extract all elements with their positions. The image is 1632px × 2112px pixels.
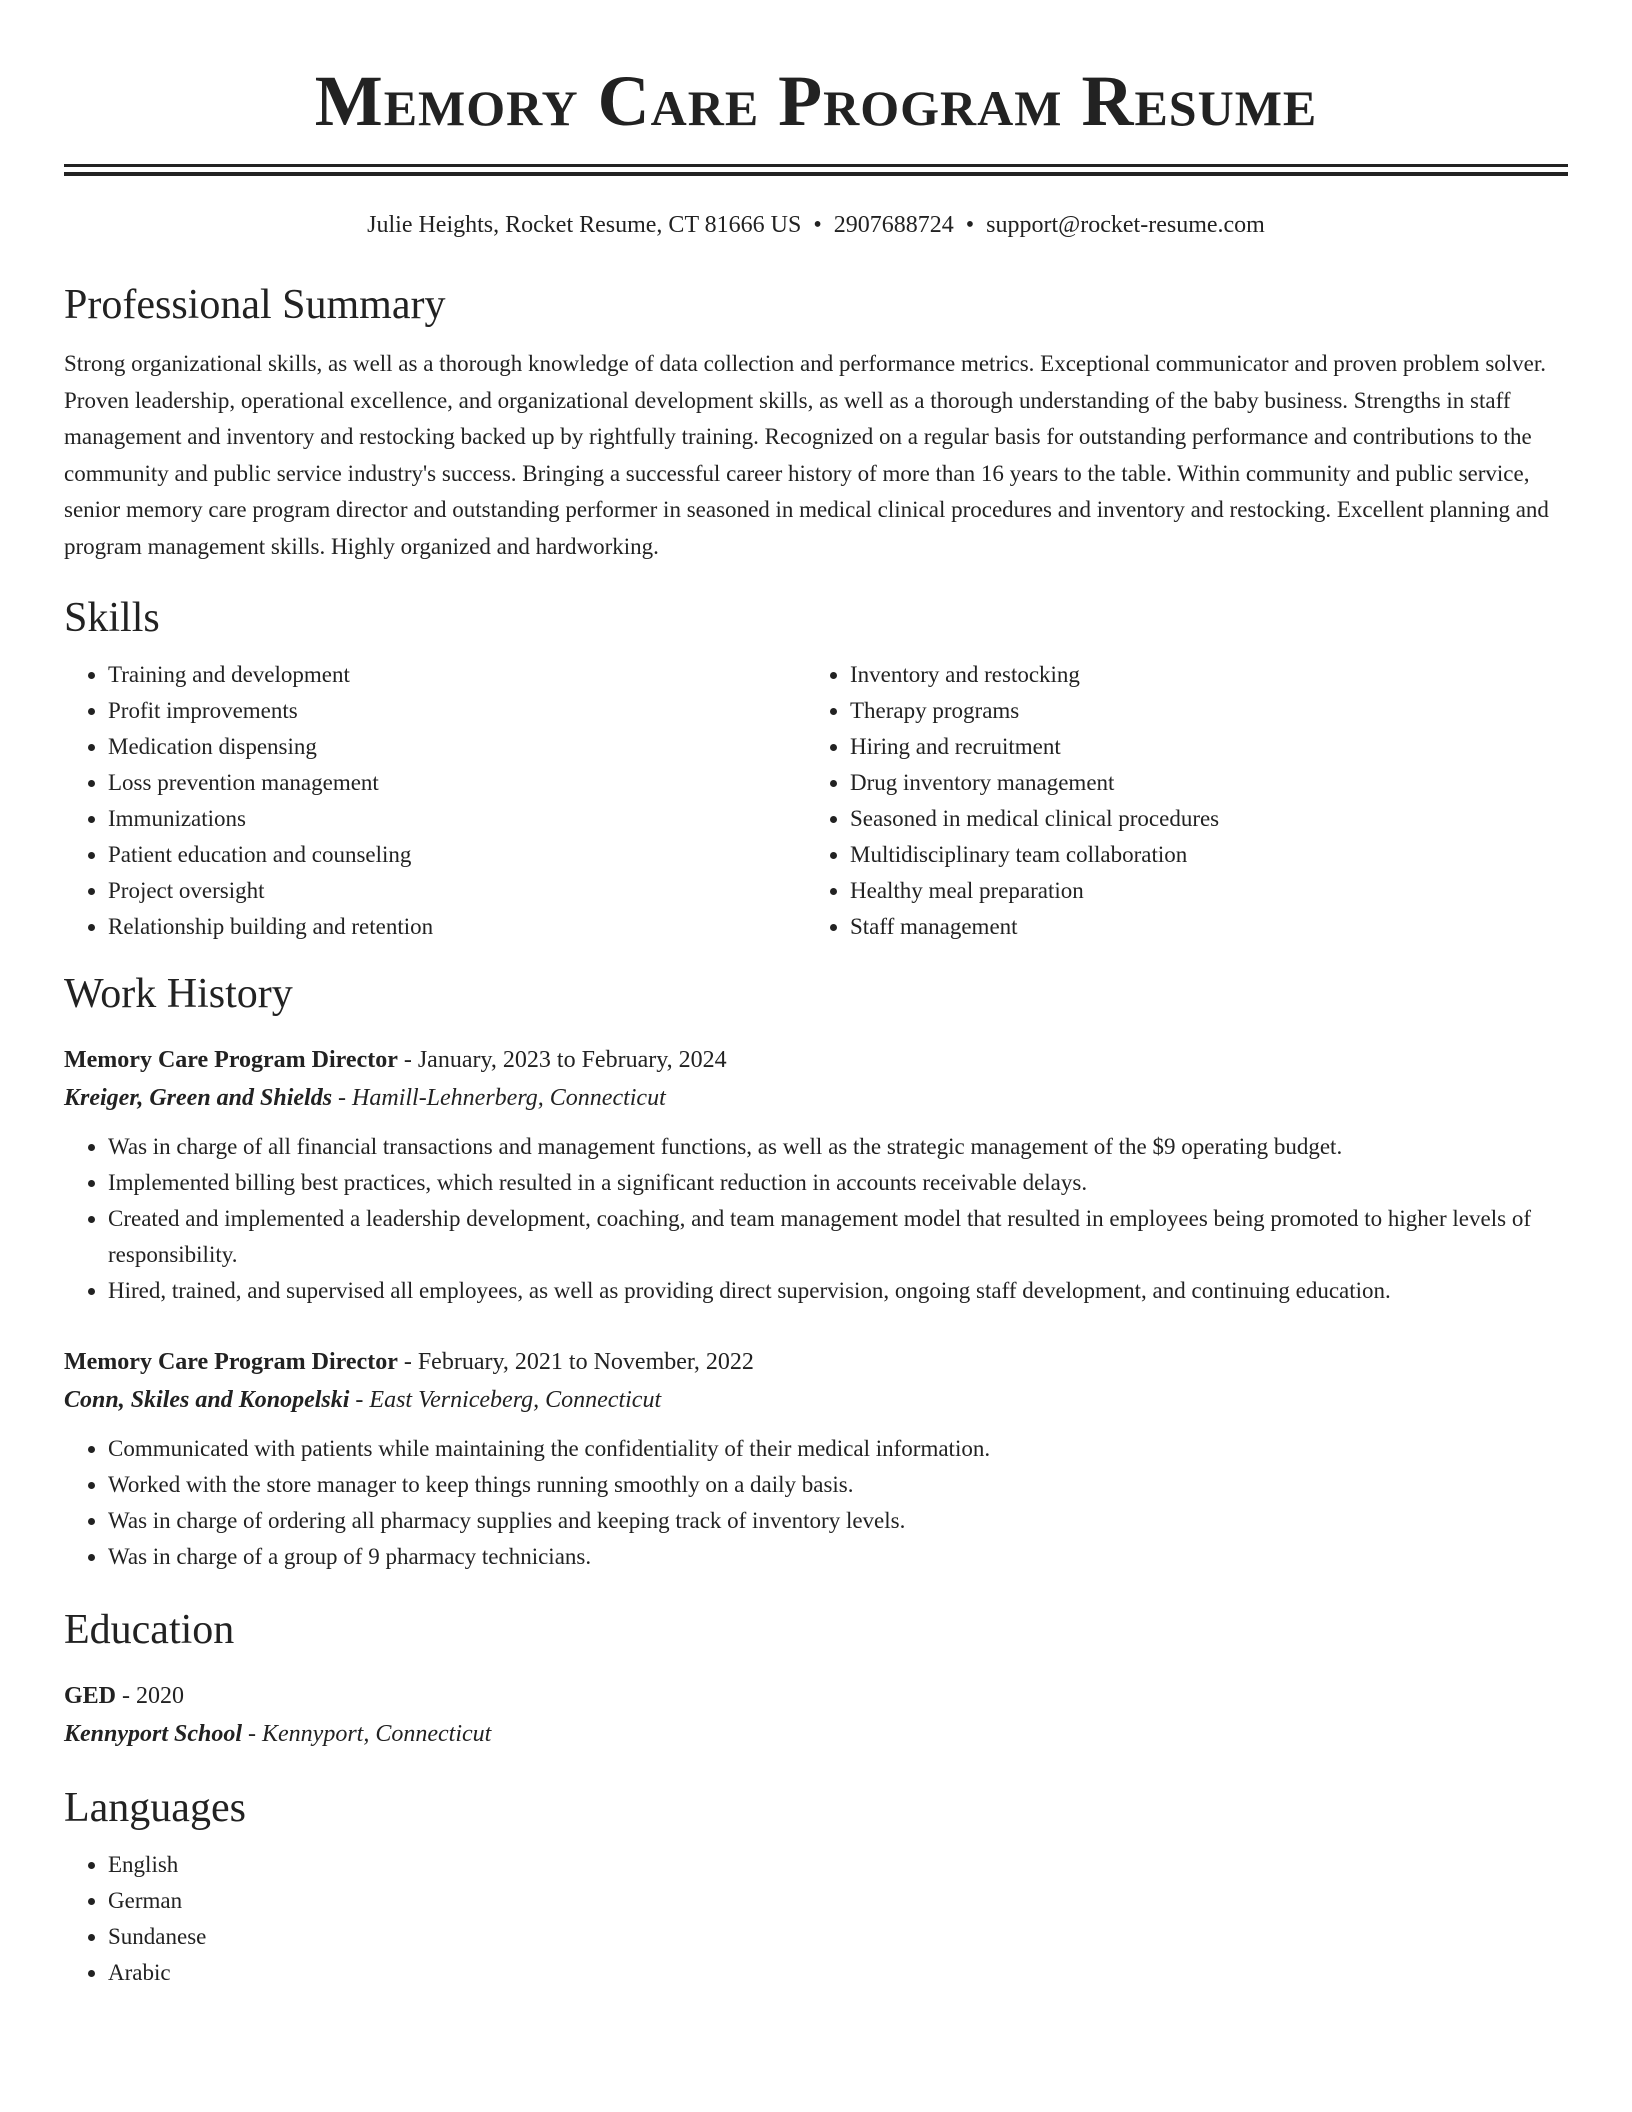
work-history-heading: Work History — [64, 971, 293, 1017]
job-duty-item: • Communicated with patients while maintaining the confidentiality of their medical information. — [108, 1431, 1568, 1467]
contact-phone: 2907688724 — [833, 212, 954, 238]
skill-item: • Medication dispensing — [108, 729, 850, 765]
job-dates: - February, 2021 to November, 2022 — [397, 1349, 754, 1375]
skill-item: • Profit improvements — [108, 693, 850, 729]
language-item: • English — [108, 1847, 1568, 1883]
job-header — [64, 1041, 1568, 1079]
skill-item: • Staff management — [850, 909, 1592, 945]
education-degree-line — [64, 1677, 1568, 1715]
skills-column-right — [806, 657, 1592, 945]
language-item: • Arabic — [108, 1955, 1568, 1991]
job-dates: - January, 2023 to February, 2024 — [397, 1047, 727, 1073]
skill-item: • Therapy programs — [850, 693, 1592, 729]
skill-item: • Training and development — [108, 657, 850, 693]
languages-heading: Languages — [64, 1785, 246, 1831]
education-entry — [64, 1677, 1568, 1753]
contact-separator: • — [813, 212, 822, 238]
job-title: Memory Care Program Director — [64, 1349, 398, 1375]
education-school: Kennyport School — [64, 1721, 243, 1747]
contact-separator: • — [965, 212, 975, 238]
contact-email: support@rocket-resume.com — [986, 212, 1265, 238]
job-duty-item: • Worked with the store manager to keep things running smoothly on a daily basis. — [108, 1467, 1568, 1503]
skills-list-right — [806, 657, 1592, 945]
title-divider-bottom — [64, 172, 1568, 176]
job-duty-item: • Was in charge of ordering all pharmacy supplies and keeping track of inventory levels. — [108, 1503, 1568, 1539]
language-item: • German — [108, 1883, 1568, 1919]
job-title: Memory Care Program Director — [64, 1047, 398, 1073]
skills-heading: Skills — [64, 595, 160, 641]
languages-list — [64, 1847, 1568, 1991]
job-duties — [64, 1431, 1568, 1575]
skills-columns — [64, 657, 1568, 945]
education-year: - 2020 — [116, 1683, 185, 1709]
skill-item: • Patient education and counseling — [108, 837, 850, 873]
skills-column-left — [64, 657, 806, 945]
job-company: Kreiger, Green and Shields — [64, 1085, 333, 1111]
summary-heading: Professional Summary — [64, 282, 446, 328]
skill-item: • Loss prevention management — [108, 765, 850, 801]
education-location: - Kennyport, Connecticut — [242, 1721, 492, 1747]
language-item: • Sundanese — [108, 1919, 1568, 1955]
job-header — [64, 1343, 1568, 1381]
job-entry — [64, 1343, 1568, 1575]
job-location: - East Verniceberg, Connecticut — [349, 1387, 662, 1413]
skill-item: • Immunizations — [108, 801, 850, 837]
skill-item: • Relationship building and retention — [108, 909, 850, 945]
contact-line — [64, 210, 1568, 240]
title-divider-top — [64, 164, 1568, 167]
summary-text: Strong organizational skills, as well as a thorough knowledge of data collection and performance metrics. Exceptional communicator and proven problem solver. Proven leadership, operational excellence, and organizational development skills, as well as a thorough understanding of the baby business. Strengths in staff management and inventory and restocking backed up by rightfully training. Recognized on a regular basis for outstanding performance and contributions to the community and public service industry's success. Bringing a successful career history of more than 16 years to the table. Within community and public service, senior memory care program director and outstanding performer in seasoned in medical clinical procedures and inventory and restocking. Excellent planning and program management skills. Highly organized and hardworking. — [64, 351, 1549, 559]
skill-item: • Multidisciplinary team collaboration — [850, 837, 1592, 873]
job-location: - Hamill-Lehnerberg, Connecticut — [332, 1085, 666, 1111]
skill-item: • Project oversight — [108, 873, 850, 909]
resume-title: Memory Care Program Resume — [314, 61, 1318, 141]
job-duty-item: • Was in charge of all financial transactions and management functions, as well as the strategic management of the $9 operating budget. — [108, 1129, 1568, 1165]
job-entry — [64, 1041, 1568, 1309]
education-school-line — [64, 1715, 1568, 1753]
skill-item: • Hiring and recruitment — [850, 729, 1592, 765]
job-duty-item: • Hired, trained, and supervised all employees, as well as providing direct supervision, ongoing staff development, and continuing education. — [108, 1273, 1568, 1309]
skill-item: • Inventory and restocking — [850, 657, 1592, 693]
contact-address: Julie Heights, Rocket Resume, CT 81666 US — [367, 212, 802, 238]
skill-item: • Seasoned in medical clinical procedures — [850, 801, 1592, 837]
job-duties — [64, 1129, 1568, 1309]
resume-page — [64, 0, 1568, 1991]
job-duty-item: • Implemented billing best practices, which resulted in a significant reduction in accounts receivable delays. — [108, 1165, 1568, 1201]
job-employer — [64, 1079, 1568, 1117]
skills-list-left — [64, 657, 850, 945]
education-degree: GED — [64, 1683, 117, 1709]
skill-item: • Healthy meal preparation — [850, 873, 1592, 909]
job-duty-item: • Created and implemented a leadership development, coaching, and team management model that resulted in employees being promoted to higher levels of responsibility. — [108, 1201, 1568, 1273]
education-heading: Education — [64, 1607, 235, 1653]
job-employer — [64, 1381, 1568, 1419]
job-company: Conn, Skiles and Konopelski — [64, 1387, 350, 1413]
skill-item: • Drug inventory management — [850, 765, 1592, 801]
job-duty-item: • Was in charge of a group of 9 pharmacy technicians. — [108, 1539, 1568, 1575]
